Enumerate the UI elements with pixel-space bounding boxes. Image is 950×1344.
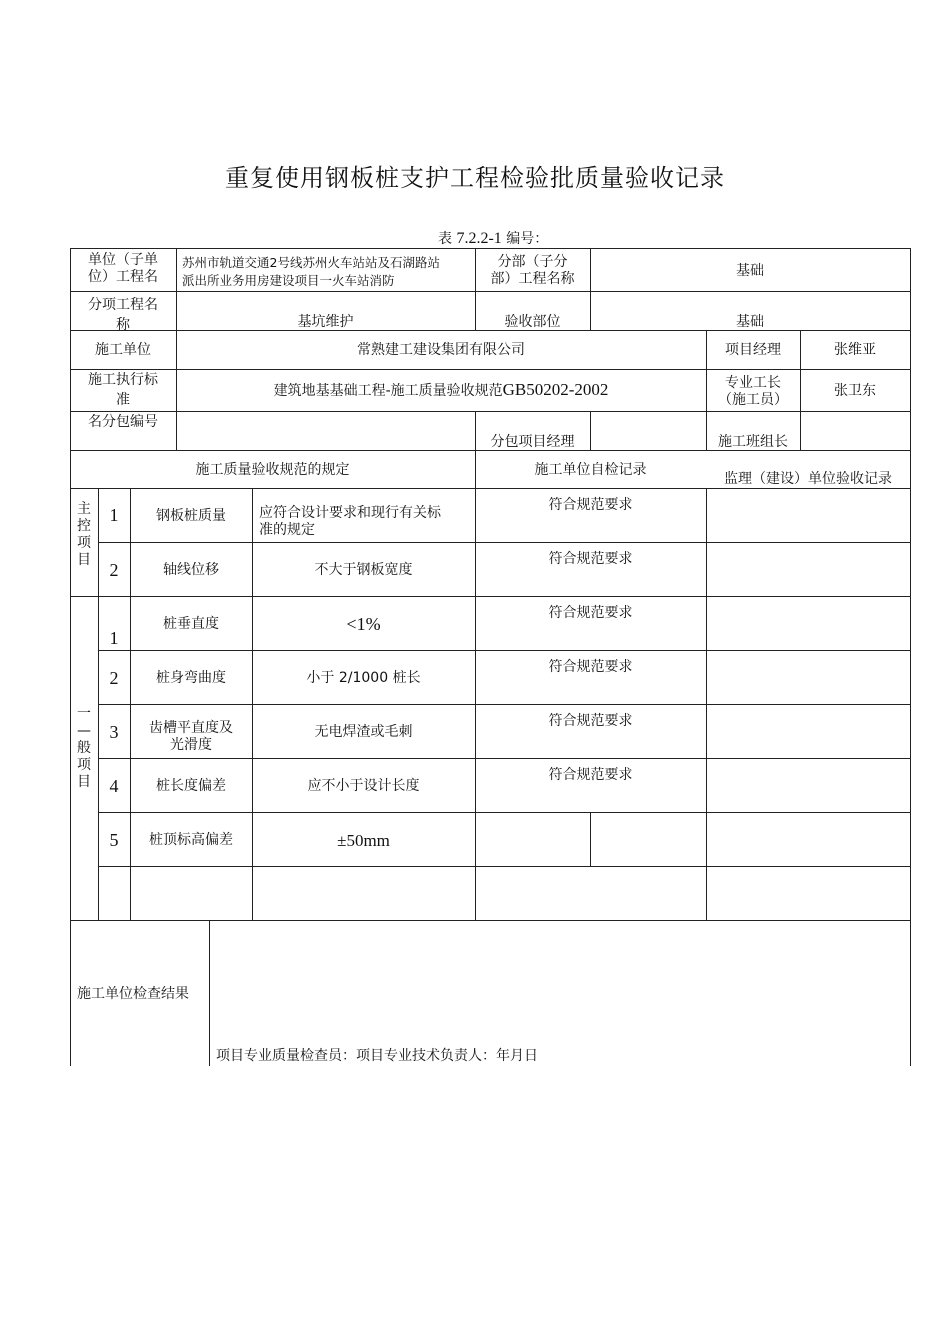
constructor-check-result-label: 施工单位检查结果: [77, 986, 189, 1002]
grid-line: [209, 920, 210, 1066]
grid-line: [70, 248, 71, 1066]
grid-line: [70, 411, 911, 412]
item-name-value: 基坑维护: [297, 314, 354, 330]
grid-line: [706, 488, 707, 921]
grid-line: [590, 812, 591, 866]
general-item-number: 2: [109, 668, 119, 688]
general-item-check: 符合规范要求: [548, 767, 633, 783]
grid-line: [70, 596, 911, 597]
grid-line: [98, 488, 99, 921]
general-item-name-line1: 齿槽平直度及: [149, 720, 233, 736]
standard-label-line2: 准: [116, 392, 130, 408]
item-name-label: [70, 297, 176, 331]
main-items-group-label: 主控项目: [77, 501, 91, 568]
general-item-number: 3: [109, 722, 119, 742]
general-item-name: 桩长度偏差: [156, 778, 226, 794]
project-manager-value: 张维亚: [834, 342, 876, 358]
main-item-name: 轴线位移: [163, 562, 219, 578]
main-item-check: 符合规范要求: [548, 497, 633, 513]
project-manager-label: 项目经理: [725, 342, 781, 358]
standard-label-line1: 施工执行标: [88, 372, 158, 388]
general-item-name: 桩身弯曲度: [156, 670, 226, 686]
grid-line: [70, 248, 911, 249]
grid-line: [910, 248, 911, 1066]
item-name-label-line2: 称: [116, 317, 130, 331]
unit-name-label: [70, 252, 176, 286]
main-item-check: 符合规范要求: [548, 551, 633, 567]
table-number-suffix: 编号：: [506, 231, 549, 247]
general-item-requirement: <1%: [346, 614, 381, 634]
grid-line: [98, 650, 911, 651]
standard-code: GB50202-2002: [502, 380, 609, 399]
self-check-header: 施工单位自检记录: [534, 462, 647, 478]
general-item-requirement: 无电焊渣或毛刺: [314, 724, 413, 740]
general-item-check: 符合规范要求: [548, 713, 633, 729]
item-name-label-line1: 分项工程名: [88, 297, 158, 313]
main-item-name: 钢板桩质量: [156, 508, 226, 524]
unit-name-label-line1: 单位（子单: [88, 252, 158, 268]
general-item-requirement: 小于 2/1000 桩长: [306, 670, 421, 686]
grid-line: [98, 758, 911, 759]
sub-project-label-line2: 部）工程名称: [490, 271, 575, 287]
spec-header: 施工质量验收规范的规定: [195, 462, 350, 478]
constructor-value: 常熟建工建设集团有限公司: [357, 342, 525, 358]
table-number-value: 7.2.2-1: [456, 230, 502, 247]
main-item-requirement-line2: 准的规定: [259, 522, 315, 538]
main-item-requirement: [259, 505, 441, 539]
subcontract-pm-label: 分包项目经理: [490, 434, 575, 450]
general-item-requirement: ±50mm: [337, 831, 390, 850]
grid-line: [98, 866, 911, 867]
grid-line: [590, 411, 591, 450]
general-item-name-line2: 光滑度: [170, 737, 212, 753]
standard-label: [70, 372, 176, 409]
foreman-label: [706, 375, 800, 409]
inspection-part-label: 验收部位: [504, 314, 561, 330]
unit-name-value-line2: 派出所业务用房建设项目一火车站消防: [182, 273, 395, 288]
grid-line: [98, 704, 911, 705]
subcontract-label: 名分包编号: [88, 414, 158, 430]
grid-line: [70, 488, 911, 489]
general-item-name: 桩顶标高偏差: [149, 832, 233, 848]
constructor-label: 施工单位: [95, 342, 151, 358]
table-number-prefix: 表: [438, 231, 452, 247]
general-items-group-label: 一—般项目: [77, 706, 91, 790]
standard-name: 建筑地基基础工程-施工质量验收规范: [273, 383, 503, 399]
team-leader-label: 施工班组长: [718, 434, 788, 450]
grid-line: [70, 920, 911, 921]
signers-line: 项目专业质量检查员：项目专业技术负责人：年月日: [216, 1048, 538, 1064]
foreman-label-line2: （施工员）: [718, 392, 788, 408]
supervision-header: 监理（建设）单位验收记录: [724, 471, 892, 487]
page-title: 重复使用钢板桩支护工程检验批质量验收记录: [225, 164, 725, 192]
general-item-name: 桩垂直度: [163, 616, 219, 632]
general-item-check: 符合规范要求: [548, 605, 633, 621]
general-item-number: 5: [109, 830, 119, 850]
grid-line: [130, 488, 131, 921]
main-item-requirement: 不大于钢板宽度: [314, 562, 413, 578]
main-item-requirement-line1: 应符合设计要求和现行有关标: [259, 505, 441, 521]
grid-line: [98, 812, 911, 813]
general-item-requirement: 应不小于设计长度: [307, 778, 420, 794]
unit-name-value-line1: 苏州市轨道交通2号线苏州火车站站及石湖路站: [182, 255, 440, 270]
inspection-part-value: 基础: [736, 314, 764, 330]
unit-name-value: [182, 254, 440, 290]
standard-value: [176, 381, 706, 400]
general-item-number: 1: [109, 628, 119, 648]
grid-line: [252, 488, 253, 921]
grid-line: [70, 291, 911, 292]
main-item-number: 1: [109, 505, 119, 525]
general-item-number: 4: [109, 776, 119, 796]
general-item-check: 符合规范要求: [548, 659, 633, 675]
sub-project-label-line1: 分部（子分: [497, 254, 568, 270]
grid-line: [70, 369, 911, 370]
foreman-label-line1: 专业工长: [725, 375, 781, 391]
grid-line: [98, 542, 911, 543]
sub-project-label: [475, 254, 590, 288]
table-number: [438, 228, 548, 248]
general-item-name: [130, 720, 252, 754]
unit-name-label-line2: 位）工程名: [88, 269, 158, 285]
main-item-number: 2: [109, 560, 119, 580]
foreman-value: 张卫东: [834, 383, 876, 399]
sub-project-value: 基础: [736, 263, 764, 279]
